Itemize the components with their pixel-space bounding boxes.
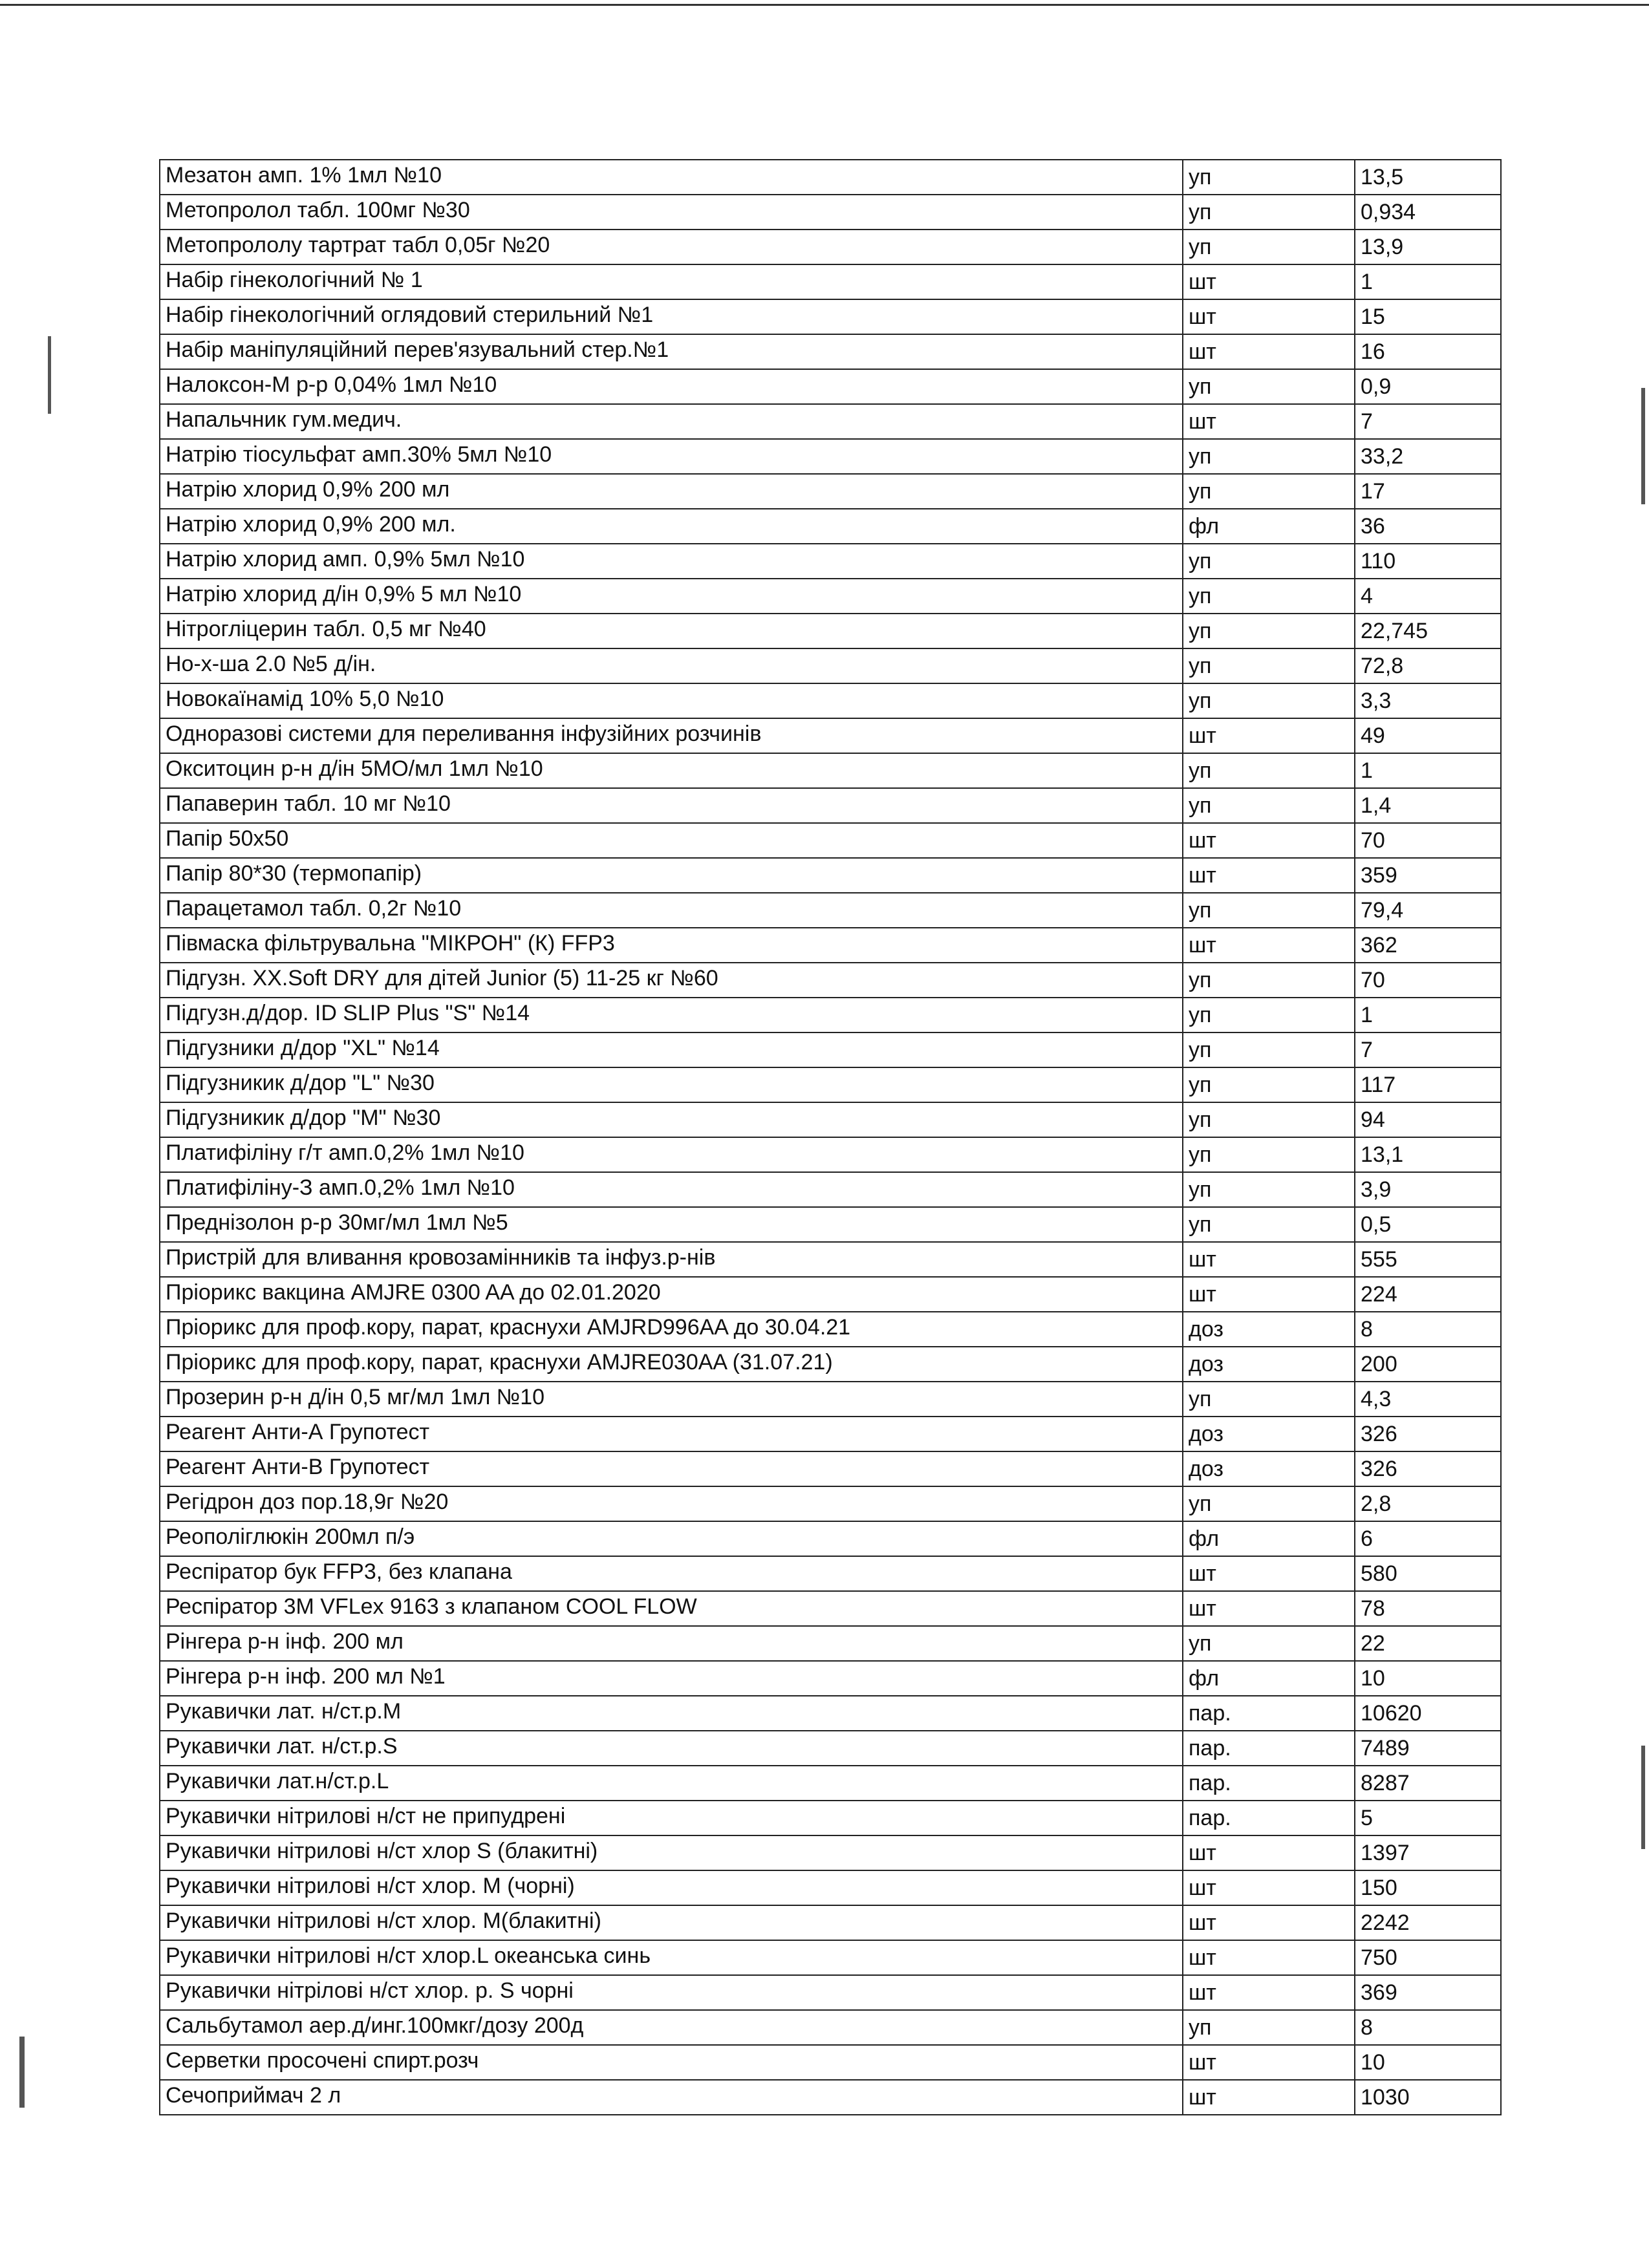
item-name-cell: Реагент Анти-В Групотест <box>160 1451 1183 1486</box>
quantity-cell: 49 <box>1355 718 1501 753</box>
item-name-cell: Но-х-ша 2.0 №5 д/ін. <box>160 648 1183 683</box>
unit-cell: уп <box>1183 998 1355 1032</box>
item-name-cell: Респіратор 3M VFLex 9163 з клапаном COOL FLOW <box>160 1591 1183 1626</box>
table-row <box>160 404 1501 439</box>
unit-cell: уп <box>1183 1382 1355 1417</box>
quantity-cell: 13,5 <box>1355 160 1501 195</box>
table-row <box>160 683 1501 718</box>
quantity-cell: 0,5 <box>1355 1207 1501 1242</box>
table-row <box>160 1731 1501 1766</box>
table-row <box>160 1451 1501 1486</box>
quantity-cell: 3,3 <box>1355 683 1501 718</box>
unit-cell: шт <box>1183 823 1355 858</box>
unit-cell: фл <box>1183 1521 1355 1556</box>
unit-cell: уп <box>1183 1102 1355 1137</box>
unit-cell: уп <box>1183 648 1355 683</box>
quantity-cell: 369 <box>1355 1975 1501 2010</box>
quantity-cell: 150 <box>1355 1870 1501 1905</box>
table-row <box>160 1696 1501 1731</box>
unit-cell: уп <box>1183 579 1355 614</box>
quantity-cell: 4 <box>1355 579 1501 614</box>
item-name-cell: Напальчник гум.медич. <box>160 404 1183 439</box>
quantity-cell: 362 <box>1355 928 1501 963</box>
item-name-cell: Метопрололу тартрат табл 0,05г №20 <box>160 230 1183 264</box>
item-name-cell: Преднізолон р-р 30мг/мл 1мл №5 <box>160 1207 1183 1242</box>
item-name-cell: Набір гінекологічний оглядовий стерильний №1 <box>160 299 1183 334</box>
quantity-cell: 1,4 <box>1355 788 1501 823</box>
table-row <box>160 998 1501 1032</box>
quantity-cell: 1 <box>1355 264 1501 299</box>
item-name-cell: Пріорикс вакцина AMJRE 0300 AA до 02.01.2020 <box>160 1277 1183 1312</box>
item-name-cell: Налоксон-М р-р 0,04% 1мл №10 <box>160 369 1183 404</box>
unit-cell: уп <box>1183 439 1355 474</box>
quantity-cell: 78 <box>1355 1591 1501 1626</box>
unit-cell: шт <box>1183 1870 1355 1905</box>
item-name-cell: Підгузникик д/дор "M" №30 <box>160 1102 1183 1137</box>
quantity-cell: 1 <box>1355 998 1501 1032</box>
item-name-cell: Парацетамол табл. 0,2г №10 <box>160 893 1183 928</box>
item-name-cell: Реагент Анти-А Групотест <box>160 1417 1183 1451</box>
table-row <box>160 648 1501 683</box>
quantity-cell: 13,9 <box>1355 230 1501 264</box>
unit-cell: уп <box>1183 893 1355 928</box>
table-row <box>160 2045 1501 2080</box>
item-name-cell: Натрію тіосульфат амп.30% 5мл №10 <box>160 439 1183 474</box>
quantity-cell: 70 <box>1355 963 1501 998</box>
item-name-cell: Набір гінекологічний № 1 <box>160 264 1183 299</box>
item-name-cell: Рукавички лат. н/ст.р.S <box>160 1731 1183 1766</box>
item-name-cell: Рукавички нітрилові н/ст не припудрені <box>160 1801 1183 1835</box>
unit-cell: шт <box>1183 1277 1355 1312</box>
quantity-cell: 3,9 <box>1355 1172 1501 1207</box>
item-name-cell: Рукавички нітрілові н/ст хлор. р. S чорні <box>160 1975 1183 2010</box>
item-name-cell: Одноразові системи для переливання інфузійних розчинів <box>160 718 1183 753</box>
inventory-table <box>159 159 1502 2115</box>
quantity-cell: 10620 <box>1355 1696 1501 1731</box>
table-row <box>160 858 1501 893</box>
unit-cell: доз <box>1183 1451 1355 1486</box>
quantity-cell: 224 <box>1355 1277 1501 1312</box>
unit-cell: уп <box>1183 1486 1355 1521</box>
unit-cell: уп <box>1183 230 1355 264</box>
unit-cell: уп <box>1183 753 1355 788</box>
unit-cell: пар. <box>1183 1696 1355 1731</box>
table-row <box>160 1067 1501 1102</box>
item-name-cell: Рукавички лат. н/ст.р.M <box>160 1696 1183 1731</box>
item-name-cell: Серветки просочені спирт.розч <box>160 2045 1183 2080</box>
table-row <box>160 1207 1501 1242</box>
table-row <box>160 718 1501 753</box>
quantity-cell: 5 <box>1355 1801 1501 1835</box>
unit-cell: доз <box>1183 1312 1355 1347</box>
table-row <box>160 1277 1501 1312</box>
unit-cell: уп <box>1183 160 1355 195</box>
item-name-cell: Папір 80*30 (термопапір) <box>160 858 1183 893</box>
scan-speck <box>1641 1746 1645 1849</box>
unit-cell: шт <box>1183 1940 1355 1975</box>
quantity-cell: 36 <box>1355 509 1501 544</box>
quantity-cell: 8 <box>1355 2010 1501 2045</box>
item-name-cell: Рукавички нітрилові н/ст хлор. M (чорні) <box>160 1870 1183 1905</box>
unit-cell: шт <box>1183 928 1355 963</box>
scan-speck <box>48 336 51 414</box>
quantity-cell: 0,934 <box>1355 195 1501 230</box>
unit-cell: шт <box>1183 1975 1355 2010</box>
item-name-cell: Платифіліну-З амп.0,2% 1мл №10 <box>160 1172 1183 1207</box>
unit-cell: шт <box>1183 1905 1355 1940</box>
quantity-cell: 8287 <box>1355 1766 1501 1801</box>
item-name-cell: Рукавички нітрилові н/ст хлор S (блакитні) <box>160 1835 1183 1870</box>
table-row <box>160 614 1501 648</box>
item-name-cell: Мезатон амп. 1% 1мл №10 <box>160 160 1183 195</box>
table-row <box>160 1591 1501 1626</box>
item-name-cell: Рукавички нітрилові н/ст хлор.L океанська синь <box>160 1940 1183 1975</box>
table-row <box>160 1347 1501 1382</box>
unit-cell: шт <box>1183 1556 1355 1591</box>
table-row <box>160 1102 1501 1137</box>
item-name-cell: Пристрій для вливання кровозамінників та інфуз.р-нів <box>160 1242 1183 1277</box>
table-row <box>160 369 1501 404</box>
quantity-cell: 6 <box>1355 1521 1501 1556</box>
item-name-cell: Пріорикс для проф.кору, парат, краснухи AMJRD996AA до 30.04.21 <box>160 1312 1183 1347</box>
item-name-cell: Підгузникик д/дор "L" №30 <box>160 1067 1183 1102</box>
unit-cell: шт <box>1183 404 1355 439</box>
quantity-cell: 200 <box>1355 1347 1501 1382</box>
unit-cell: пар. <box>1183 1766 1355 1801</box>
scan-speck <box>1641 388 1645 504</box>
unit-cell: уп <box>1183 195 1355 230</box>
unit-cell: шт <box>1183 2045 1355 2080</box>
item-name-cell: Сечоприймач 2 л <box>160 2080 1183 2115</box>
quantity-cell: 110 <box>1355 544 1501 579</box>
quantity-cell: 0,9 <box>1355 369 1501 404</box>
quantity-cell: 10 <box>1355 1661 1501 1696</box>
item-name-cell: Півмаска фільтрувальна "МІКРОН" (К) FFP3 <box>160 928 1183 963</box>
table-row <box>160 963 1501 998</box>
unit-cell: уп <box>1183 369 1355 404</box>
scan-speck <box>19 2037 25 2108</box>
unit-cell: уп <box>1183 474 1355 509</box>
item-name-cell: Нітрогліцерин табл. 0,5 мг №40 <box>160 614 1183 648</box>
quantity-cell: 326 <box>1355 1417 1501 1451</box>
inventory-table-body <box>160 160 1501 2115</box>
unit-cell: уп <box>1183 544 1355 579</box>
table-row <box>160 544 1501 579</box>
item-name-cell: Папаверин табл. 10 мг №10 <box>160 788 1183 823</box>
quantity-cell: 117 <box>1355 1067 1501 1102</box>
unit-cell: шт <box>1183 299 1355 334</box>
unit-cell: шт <box>1183 1835 1355 1870</box>
table-row <box>160 1905 1501 1940</box>
quantity-cell: 1 <box>1355 753 1501 788</box>
table-row <box>160 1172 1501 1207</box>
item-name-cell: Натрію хлорид амп. 0,9% 5мл №10 <box>160 544 1183 579</box>
quantity-cell: 1397 <box>1355 1835 1501 1870</box>
item-name-cell: Рукавички нітрилові н/ст хлор. M(блакитні) <box>160 1905 1183 1940</box>
quantity-cell: 33,2 <box>1355 439 1501 474</box>
item-name-cell: Платифіліну г/т амп.0,2% 1мл №10 <box>160 1137 1183 1172</box>
table-row <box>160 474 1501 509</box>
item-name-cell: Окситоцин р-н д/ін 5МО/мл 1мл №10 <box>160 753 1183 788</box>
scan-edge-line <box>0 4 1649 6</box>
quantity-cell: 10 <box>1355 2045 1501 2080</box>
item-name-cell: Підгузники д/дор "XL" №14 <box>160 1032 1183 1067</box>
item-name-cell: Сальбутамол аер.д/инг.100мкг/дозу 200д <box>160 2010 1183 2045</box>
table-row <box>160 439 1501 474</box>
quantity-cell: 13,1 <box>1355 1137 1501 1172</box>
unit-cell: шт <box>1183 718 1355 753</box>
table-row <box>160 2080 1501 2115</box>
table-row <box>160 1032 1501 1067</box>
quantity-cell: 16 <box>1355 334 1501 369</box>
item-name-cell: Набір маніпуляційний перев'язувальний стер.№1 <box>160 334 1183 369</box>
table-row <box>160 1417 1501 1451</box>
quantity-cell: 7 <box>1355 404 1501 439</box>
table-row <box>160 1766 1501 1801</box>
unit-cell: пар. <box>1183 1731 1355 1766</box>
table-row <box>160 1312 1501 1347</box>
table-row <box>160 1486 1501 1521</box>
quantity-cell: 326 <box>1355 1451 1501 1486</box>
unit-cell: доз <box>1183 1347 1355 1382</box>
item-name-cell: Натрію хлорид д/ін 0,9% 5 мл №10 <box>160 579 1183 614</box>
table-row <box>160 579 1501 614</box>
quantity-cell: 15 <box>1355 299 1501 334</box>
table-row <box>160 753 1501 788</box>
quantity-cell: 7489 <box>1355 1731 1501 1766</box>
item-name-cell: Рінгера р-н інф. 200 мл <box>160 1626 1183 1661</box>
quantity-cell: 70 <box>1355 823 1501 858</box>
unit-cell: уп <box>1183 1207 1355 1242</box>
unit-cell: уп <box>1183 963 1355 998</box>
table-row <box>160 1556 1501 1591</box>
quantity-cell: 580 <box>1355 1556 1501 1591</box>
unit-cell: шт <box>1183 264 1355 299</box>
unit-cell: пар. <box>1183 1801 1355 1835</box>
table-row <box>160 509 1501 544</box>
table-row <box>160 230 1501 264</box>
item-name-cell: Респіратор бук FFP3, без клапана <box>160 1556 1183 1591</box>
item-name-cell: Метопролол табл. 100мг №30 <box>160 195 1183 230</box>
item-name-cell: Натрію хлорид 0,9% 200 мл. <box>160 509 1183 544</box>
quantity-cell: 17 <box>1355 474 1501 509</box>
unit-cell: уп <box>1183 1172 1355 1207</box>
quantity-cell: 8 <box>1355 1312 1501 1347</box>
table-row <box>160 160 1501 195</box>
table-row <box>160 1382 1501 1417</box>
item-name-cell: Папір 50х50 <box>160 823 1183 858</box>
unit-cell: шт <box>1183 334 1355 369</box>
unit-cell: шт <box>1183 2080 1355 2115</box>
quantity-cell: 1030 <box>1355 2080 1501 2115</box>
table-row <box>160 2010 1501 2045</box>
item-name-cell: Регідрон доз пор.18,9г №20 <box>160 1486 1183 1521</box>
table-row <box>160 1940 1501 1975</box>
unit-cell: уп <box>1183 683 1355 718</box>
item-name-cell: Реополіглюкін 200мл п/э <box>160 1521 1183 1556</box>
unit-cell: уп <box>1183 1067 1355 1102</box>
quantity-cell: 94 <box>1355 1102 1501 1137</box>
item-name-cell: Підгузн. XX.Soft DRY для дітей Junior (5) 11-25 кг №60 <box>160 963 1183 998</box>
quantity-cell: 2,8 <box>1355 1486 1501 1521</box>
table-row <box>160 1137 1501 1172</box>
table-row <box>160 195 1501 230</box>
quantity-cell: 79,4 <box>1355 893 1501 928</box>
table-row <box>160 893 1501 928</box>
table-row <box>160 1835 1501 1870</box>
quantity-cell: 22,745 <box>1355 614 1501 648</box>
unit-cell: уп <box>1183 614 1355 648</box>
quantity-cell: 359 <box>1355 858 1501 893</box>
table-row <box>160 1801 1501 1835</box>
unit-cell: уп <box>1183 788 1355 823</box>
unit-cell: уп <box>1183 1032 1355 1067</box>
table-row <box>160 264 1501 299</box>
table-row <box>160 788 1501 823</box>
table-row <box>160 928 1501 963</box>
table-row <box>160 823 1501 858</box>
table-row <box>160 1242 1501 1277</box>
unit-cell: шт <box>1183 1242 1355 1277</box>
quantity-cell: 72,8 <box>1355 648 1501 683</box>
quantity-cell: 22 <box>1355 1626 1501 1661</box>
unit-cell: фл <box>1183 1661 1355 1696</box>
quantity-cell: 750 <box>1355 1940 1501 1975</box>
item-name-cell: Підгузн.д/дор. ID SLIP Plus "S" №14 <box>160 998 1183 1032</box>
item-name-cell: Новокаїнамід 10% 5,0 №10 <box>160 683 1183 718</box>
unit-cell: уп <box>1183 1626 1355 1661</box>
quantity-cell: 4,3 <box>1355 1382 1501 1417</box>
quantity-cell: 555 <box>1355 1242 1501 1277</box>
item-name-cell: Рукавички лат.н/ст.р.L <box>160 1766 1183 1801</box>
unit-cell: доз <box>1183 1417 1355 1451</box>
unit-cell: фл <box>1183 509 1355 544</box>
table-row <box>160 1521 1501 1556</box>
item-name-cell: Прозерин р-н д/ін 0,5 мг/мл 1мл №10 <box>160 1382 1183 1417</box>
item-name-cell: Пріорикс для проф.кору, парат, краснухи AMJRE030AA (31.07.21) <box>160 1347 1183 1382</box>
item-name-cell: Натрію хлорид 0,9% 200 мл <box>160 474 1183 509</box>
unit-cell: уп <box>1183 1137 1355 1172</box>
table-row <box>160 1975 1501 2010</box>
unit-cell: шт <box>1183 1591 1355 1626</box>
item-name-cell: Рінгера р-н інф. 200 мл №1 <box>160 1661 1183 1696</box>
table-row <box>160 1626 1501 1661</box>
unit-cell: уп <box>1183 2010 1355 2045</box>
quantity-cell: 2242 <box>1355 1905 1501 1940</box>
table-row <box>160 299 1501 334</box>
table-row <box>160 334 1501 369</box>
unit-cell: шт <box>1183 858 1355 893</box>
table-row <box>160 1661 1501 1696</box>
table-row <box>160 1870 1501 1905</box>
quantity-cell: 7 <box>1355 1032 1501 1067</box>
